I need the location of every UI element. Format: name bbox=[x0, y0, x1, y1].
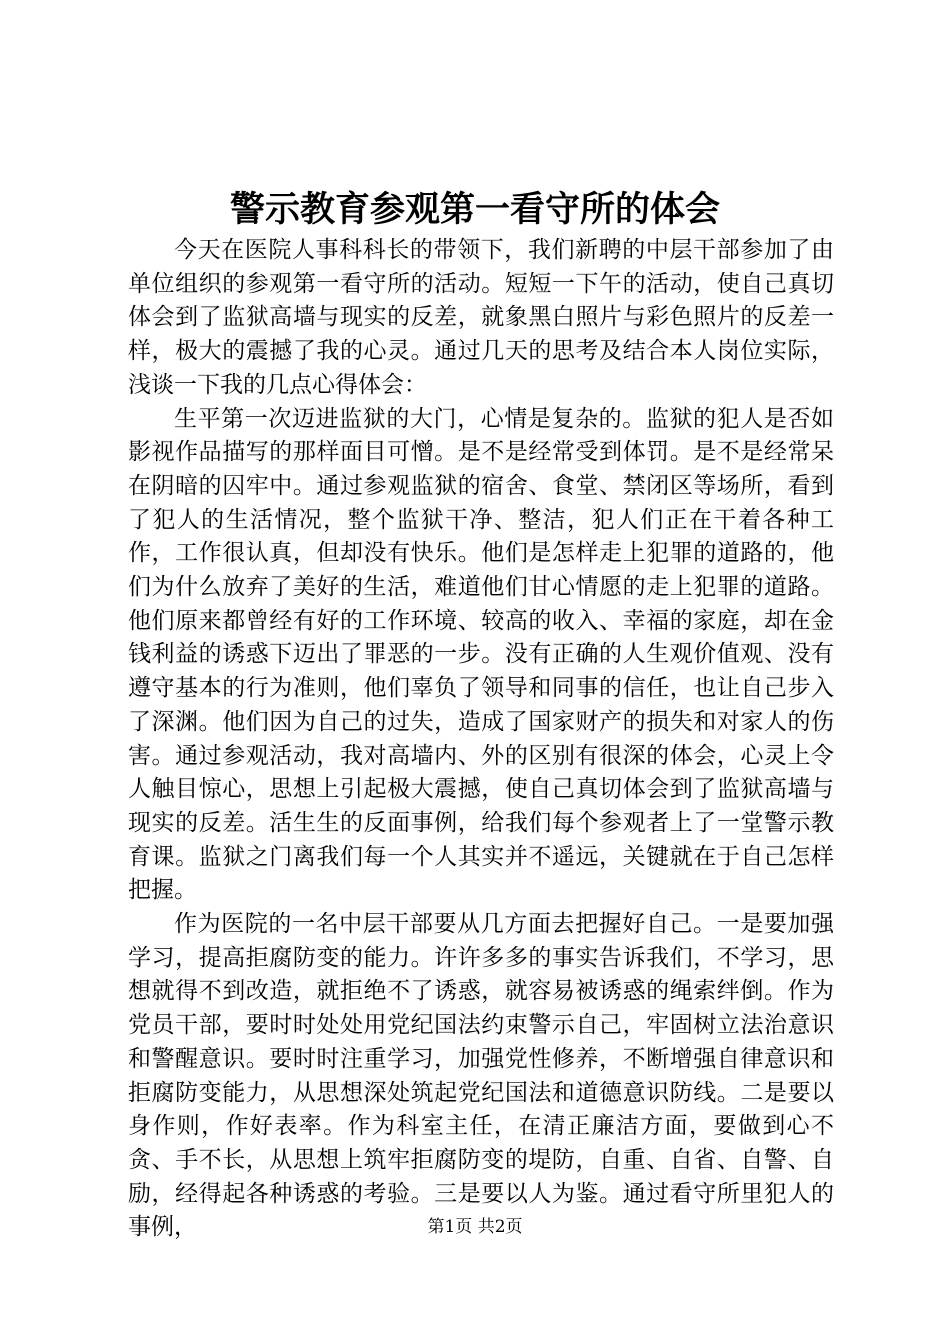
page-number-footer: 第1页 共2页 bbox=[427, 1217, 523, 1237]
paragraph-prison-visit: 生平第一次迈进监狱的大门，心情是复杂的。监狱的犯人是否如影视作品描写的那样面目可憎。是不是经常受到体罚。是不是经常呆在阴暗的囚牢中。通过参观监狱的宿舍、食堂、禁闭区等场所，看到了犯人的生活情况，整个监狱干净、整洁，犯人们正在干着各种工作，工作很认真，但却没有快乐。他们是怎样走上犯罪的道路的，他们为什么放弃了美好的生活，难道他们甘心情愿的走上犯罪的道路。他们原来都曾经有好的工作环境、较高的收入、幸福的家庭，却在金钱利益的诱惑下迈出了罪恶的一步。没有正确的人生观价值观、没有遵守基本的行为准则，他们辜负了领导和同事的信任，也让自己步入了深渊。他们因为自己的过失，造成了国家财产的损失和对家人的伤害。通过参观活动，我对高墙内、外的区别有很深的体会，心灵上令人触目惊心，思想上引起极大震撼，使自己真切体会到了监狱高墙与现实的反差。活生生的反面事例，给我们每个参观者上了一堂警示教育课。监狱之门离我们每一个人其实并不遥远，关键就在于自己怎样把握。 bbox=[128, 405, 834, 904]
paragraph-intro: 今天在医院人事科科长的带领下，我们新聘的中层干部参加了由单位组织的参观第一看守所的活动。短短一下午的活动，使自己真切体会到了监狱高墙与现实的反差，就象黑白照片与彩色照片的反差一样，极大的震撼了我的心灵。通过几天的思考及结合本人岗位实际，浅谈一下我的几点心得体会： bbox=[128, 237, 834, 398]
document-body bbox=[128, 234, 834, 1245]
paragraph-self-discipline: 作为医院的一名中层干部要从几方面去把握好自己。一是要加强学习，提高拒腐防变的能力。许许多多的事实告诉我们，不学习，思想就得不到改造，就拒绝不了诱惑，就容易被诱惑的绳索绊倒。作为党员干部，要时时处处用党纪国法约束警示自己，牢固树立法治意识和警醒意识。要时时注重学习，加强党性修养，不断增强自律意识和拒腐防变能力，从思想深处筑起党纪国法和道德意识防线。二是要以身作则，作好表率。作为科室主任，在清正廉洁方面，要做到心不贪、手不长，从思想上筑牢拒腐防变的堤防，自重、自省、自警、自励，经得起各种诱惑的考验。三是要以人为鉴。通过看守所里犯人的事例， bbox=[128, 911, 834, 1241]
document-title: 警示教育参观第一看守所的体会 bbox=[229, 189, 720, 230]
